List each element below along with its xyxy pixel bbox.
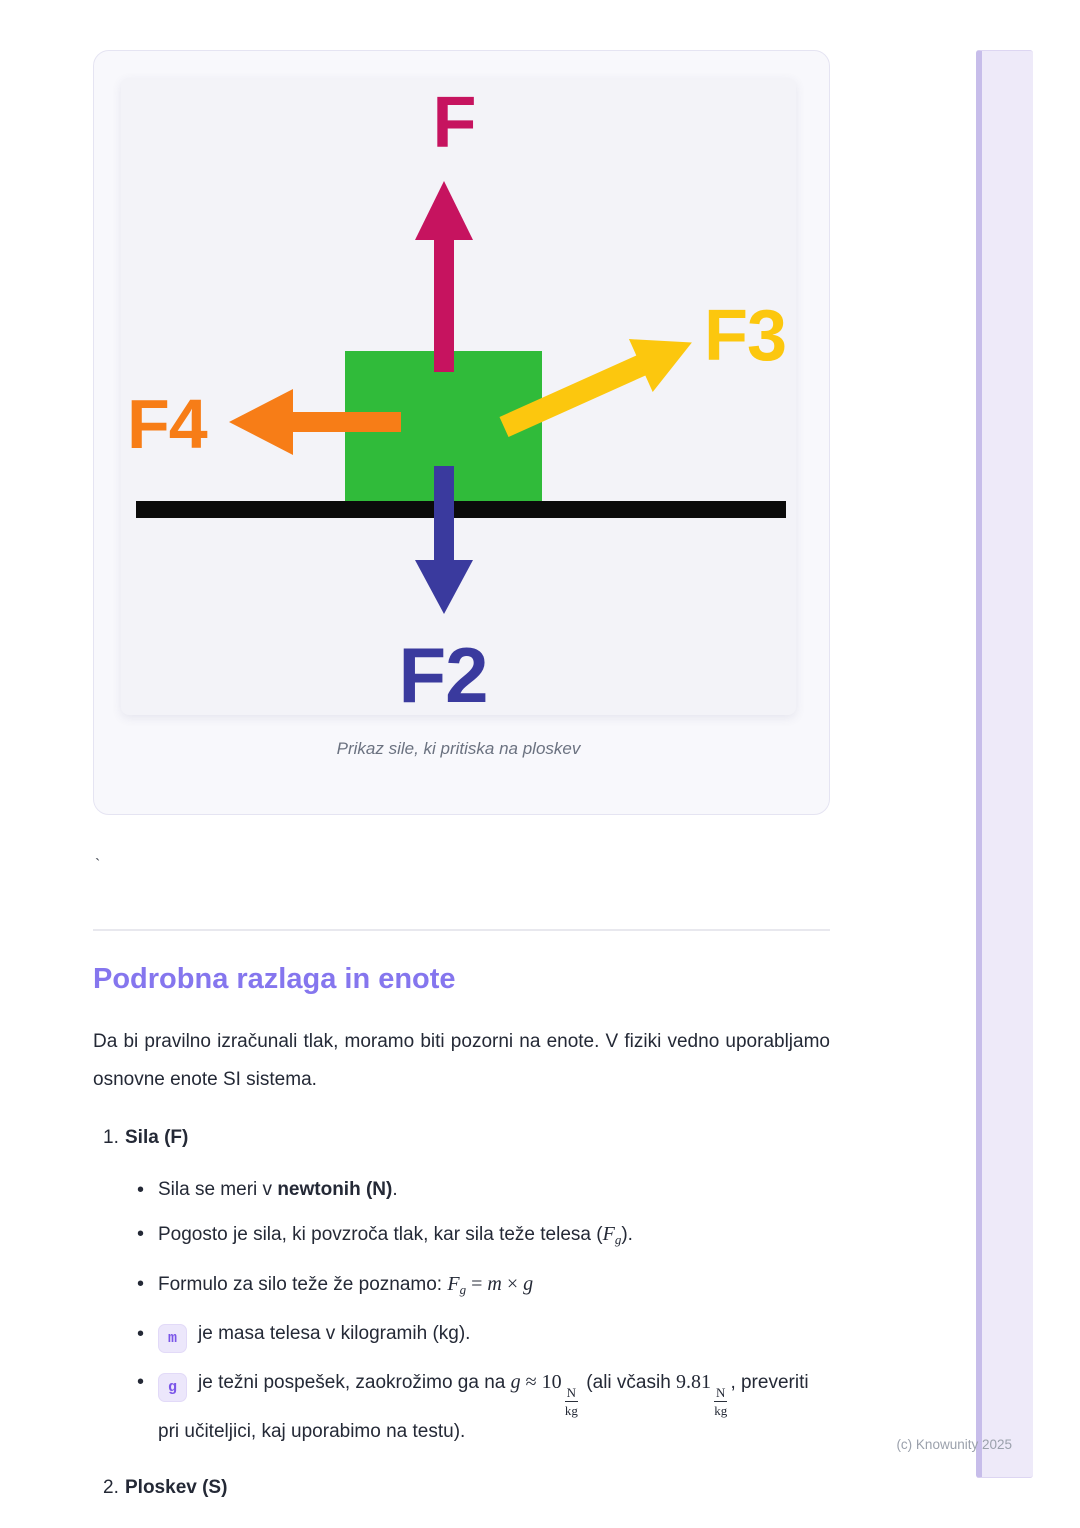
section-title: Podrobna razlaga in enote (93, 963, 456, 995)
math-times: × (501, 1273, 524, 1295)
math-m: m (487, 1273, 502, 1295)
list-item-sila (93, 1125, 830, 1151)
copyright-text: (c) Knowunity 2025 (896, 1437, 1012, 1452)
bullet-masa (93, 1319, 830, 1353)
bullet-text: . (392, 1179, 398, 1200)
math-F: F (602, 1223, 615, 1245)
math-approx-10: ≈ 10 (520, 1371, 562, 1393)
bullet-text: (ali včasih (581, 1372, 677, 1393)
list-number: 2. (103, 1477, 119, 1498)
intro-paragraph: Da bi pravilno izračunali tlak, moramo biti pozorni na enote. V fiziki vedno uporabljamo osnovne enote SI sistema. (93, 1031, 830, 1090)
bullet-text: Formulo za silo teže že poznamo: (158, 1274, 448, 1295)
next-page-edge[interactable] (976, 50, 1033, 1478)
math-9-81: 9.81 (676, 1371, 712, 1393)
page-content (93, 0, 830, 1501)
bullet-text: je težni pospešek, zaokrožimo ga na (198, 1372, 511, 1393)
force-diagram (121, 78, 796, 715)
bullet-bold-text: newtonih (N) (277, 1179, 393, 1200)
label-F: F (432, 83, 476, 163)
fraction-denominator: kg (564, 1403, 578, 1418)
bullet-text: Sila se meri v (158, 1179, 278, 1200)
arrow-up-F (415, 181, 473, 372)
variable-badge-g: g (158, 1373, 187, 1402)
fraction-N-kg (565, 1386, 578, 1417)
bullet-text: Pogosto je sila, ki povzroča tlak, kar sila teže telesa ( (158, 1224, 603, 1245)
math-g: g (510, 1371, 521, 1393)
figure-card (93, 50, 830, 815)
bullet-newton (93, 1175, 830, 1205)
math-F: F (447, 1273, 460, 1295)
surface-bar (136, 501, 786, 518)
fraction-numerator: N (566, 1385, 577, 1400)
bullet-text: , preveriti pri učiteljici, kaj uporabimo na testu). (158, 1372, 809, 1442)
fraction-numerator: N (716, 1385, 726, 1400)
bullet-teza (93, 1219, 830, 1255)
label-F4: F4 (127, 385, 207, 463)
math-sub-g: g (459, 1282, 467, 1297)
math-g: g (523, 1273, 534, 1295)
list-title: Ploskev (S) (125, 1477, 228, 1498)
bullet-formula (93, 1269, 830, 1305)
figure-caption: Prikaz sile, ki pritiska na ploskev (336, 739, 581, 758)
variable-badge-m: m (158, 1324, 187, 1353)
label-F3: F3 (704, 296, 787, 376)
force-diagram-svg (121, 78, 796, 715)
math-sub-g: g (614, 1232, 622, 1247)
bullet-pospesek (93, 1367, 830, 1447)
list-number: 1. (103, 1127, 119, 1148)
math-equals: = (466, 1273, 488, 1295)
fraction-N-kg (714, 1386, 727, 1417)
stray-backtick: ` (95, 857, 101, 874)
label-F2: F2 (398, 631, 488, 715)
bullet-text: ). (621, 1224, 633, 1245)
section-divider (93, 929, 830, 931)
fraction-denominator: kg (714, 1403, 728, 1418)
list-title: Sila (F) (125, 1127, 189, 1148)
sila-bullet-list (93, 1175, 830, 1447)
list-item-ploskev (93, 1475, 830, 1501)
bullet-text: je masa telesa v kilogramih (kg). (198, 1323, 471, 1344)
